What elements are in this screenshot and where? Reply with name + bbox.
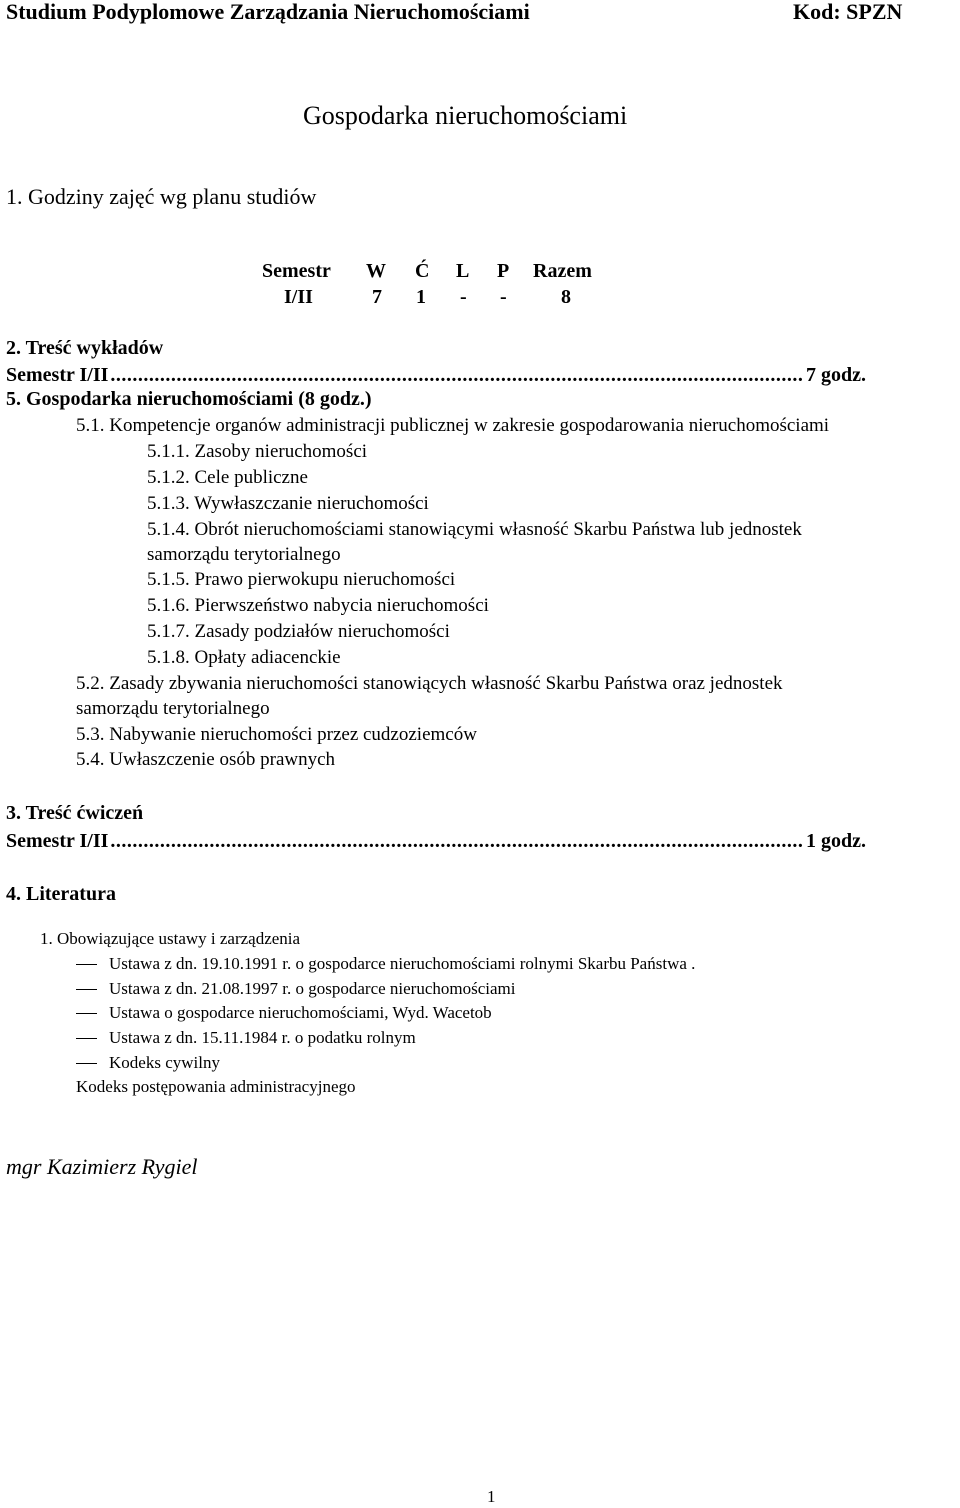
list-item: 5.4. Uwłaszczenie osób prawnych <box>76 749 336 770</box>
list-item-continuation: samorządu terytorialnego <box>76 698 270 719</box>
hours-val-c: 1 <box>416 286 426 308</box>
literature-item <box>76 954 695 974</box>
dash-bullet-icon <box>76 964 97 965</box>
lecture-topic: 5. Gospodarka nieruchomościami (8 godz.) <box>6 388 372 410</box>
list-item: 5.1.6. Pierwszeństwo nabycia nieruchomości <box>147 595 489 616</box>
literature-intro: 1. Obowiązujące ustawy i zarządzenia <box>40 929 301 948</box>
dash-bullet-icon <box>76 989 97 990</box>
section-3-semester-line <box>6 830 866 853</box>
section-3-semester-label: Semestr I/II <box>6 830 109 852</box>
section-2-semester-line <box>6 364 866 387</box>
list-item: 5.1.1. Zasoby nieruchomości <box>147 441 368 462</box>
literature-item <box>76 1003 492 1023</box>
literature-item-text: Ustawa z dn. 21.08.1997 r. o gospodarce nieruchomościami <box>109 979 516 998</box>
section-4-heading: 4. Literatura <box>6 883 116 905</box>
list-item: 5.1.4. Obrót nieruchomościami stanowiącymi własność Skarbu Państwa lub jednostek <box>147 519 802 540</box>
page-number: 1 <box>487 1487 496 1506</box>
list-item: 5.3. Nabywanie nieruchomości przez cudzoziemców <box>76 724 477 745</box>
list-item: 5.1. Kompetencje organów administracji publicznej w zakresie gospodarowania nieruchomościami <box>76 415 830 436</box>
list-item: 5.2. Zasady zbywania nieruchomości stanowiących własność Skarbu Państwa oraz jednostek <box>76 673 783 694</box>
list-item-continuation: samorządu terytorialnego <box>147 544 341 565</box>
header-left-title: Studium Podyplomowe Zarządzania Nieruchomościami <box>6 0 530 24</box>
page-title: Gospodarka nieruchomościami <box>303 101 628 130</box>
dash-bullet-icon <box>76 1013 97 1014</box>
hours-col-razem: Razem <box>533 260 592 282</box>
hours-col-c: Ć <box>415 260 430 282</box>
literature-item <box>76 1053 220 1073</box>
section-1-heading: 1. Godziny zajęć wg planu studiów <box>6 184 317 209</box>
section-2-heading: 2. Treść wykładów <box>6 337 164 359</box>
hours-val-p: - <box>500 286 507 308</box>
dot-leader <box>110 830 804 853</box>
list-item: 5.1.5. Prawo pierwokupu nieruchomości <box>147 569 456 590</box>
literature-item <box>76 1028 416 1048</box>
list-item: 5.1.8. Opłaty adiacenckie <box>147 647 341 668</box>
hours-col-semestr: Semestr <box>262 260 331 282</box>
hours-val-semestr: I/II <box>284 286 313 308</box>
literature-item <box>76 979 516 999</box>
literature-item-text: Ustawa o gospodarce nieruchomościami, Wyd. Wacetob <box>109 1003 492 1022</box>
dash-bullet-icon <box>76 1038 97 1039</box>
hours-col-w: W <box>366 260 386 282</box>
section-3-semester-hours: 1 godz. <box>806 830 866 852</box>
literature-item-text: Kodeks cywilny <box>109 1053 220 1072</box>
dash-bullet-icon <box>76 1063 97 1064</box>
list-item: 5.1.2. Cele publiczne <box>147 467 308 488</box>
literature-item: Kodeks postępowania administracyjnego <box>76 1077 356 1096</box>
author-signature: mgr Kazimierz Rygiel <box>6 1154 198 1179</box>
section-2-semester-label: Semestr I/II <box>6 364 109 386</box>
course-code: Kod: SPZN <box>793 0 903 24</box>
literature-item-text: Ustawa z dn. 15.11.1984 r. o podatku rolnym <box>109 1028 416 1047</box>
hours-val-l: - <box>460 286 467 308</box>
dot-leader <box>110 364 804 387</box>
section-3-heading: 3. Treść ćwiczeń <box>6 802 144 824</box>
hours-val-razem: 8 <box>561 286 571 308</box>
list-item: 5.1.7. Zasady podziałów nieruchomości <box>147 621 450 642</box>
hours-val-w: 7 <box>372 286 382 308</box>
literature-item-text: Ustawa z dn. 19.10.1991 r. o gospodarce nieruchomościami rolnymi Skarbu Państwa . <box>109 954 696 973</box>
hours-col-l: L <box>456 260 470 282</box>
list-item: 5.1.3. Wywłaszczanie nieruchomości <box>147 493 429 514</box>
hours-col-p: P <box>497 260 510 282</box>
section-2-semester-hours: 7 godz. <box>806 364 866 386</box>
